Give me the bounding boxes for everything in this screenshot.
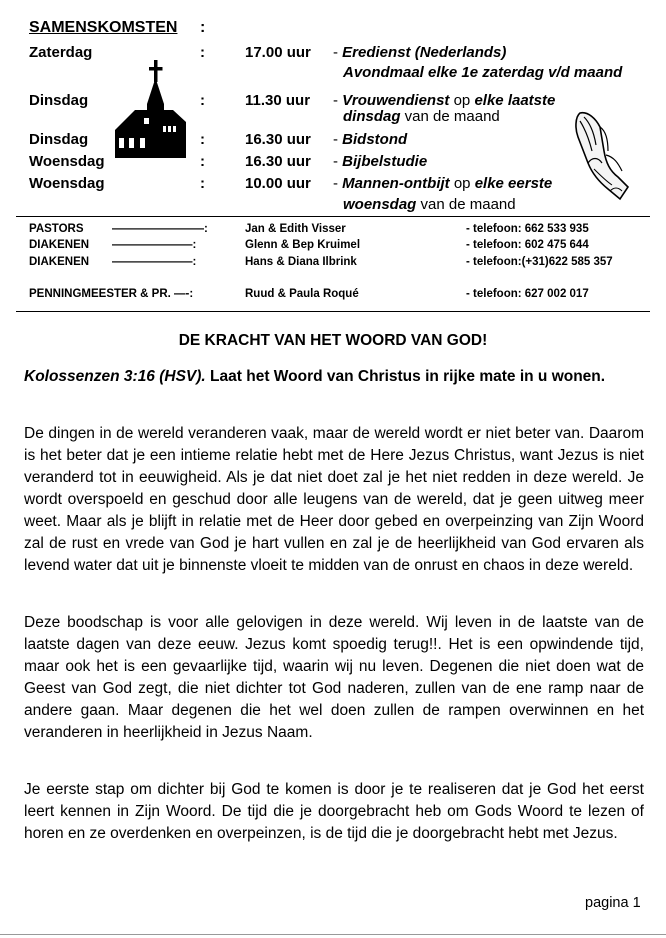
divider <box>16 216 650 217</box>
divider <box>16 311 650 312</box>
contact-names: Hans & Diana Ilbrink <box>245 256 357 268</box>
schedule-event: - Bidstond <box>333 131 408 148</box>
schedule-day: Woensdag <box>29 153 105 170</box>
schedule-freq: woensdag van de maand <box>343 196 516 213</box>
contact-phone: - telefoon: 662 533 935 <box>466 223 589 235</box>
schedule-time: 16.30 uur <box>245 131 311 148</box>
verse-reference: Kolossenzen 3:16 (HSV). <box>24 368 206 385</box>
schedule-day: Woensdag <box>29 175 105 192</box>
schedule-day: Zaterdag <box>29 44 93 61</box>
church-icon <box>113 60 188 158</box>
page-bottom-edge <box>0 934 666 935</box>
schedule-time: 10.00 uur <box>245 175 311 192</box>
contact-line: ————————: <box>112 223 208 235</box>
schedule-time: 11.30 uur <box>245 92 311 109</box>
contact-role: PASTORS <box>29 223 84 235</box>
schedule-colon: : <box>200 153 205 170</box>
contact-role: DIAKENEN <box>29 239 90 251</box>
schedule-event: - Eredienst (Nederlands) <box>333 44 507 61</box>
article-paragraph: Je eerste stap om dichter bij God te komen is door je te realiseren dat je God het eerst leert kennen in Zijn Woord. De tijd die je doorgebracht heb om Gods Woord te lezen of horen en ze overdenken en overpeinzen, is de tijd die je doorgebracht hebt met Jezus. <box>24 781 644 842</box>
contact-phone: - telefoon:(+31)622 585 357 <box>466 256 613 268</box>
schedule-title-colon: : <box>200 19 206 36</box>
schedule-time: 16.30 uur <box>245 153 311 170</box>
contact-names: Glenn & Bep Kruimel <box>245 239 361 251</box>
contact-phone: - telefoon: 602 475 644 <box>466 239 589 251</box>
contact-role: DIAKENEN <box>29 256 90 268</box>
article-paragraph: Deze boodschap is voor alle gelovigen in deze wereld. Wij leven in de laatste van de laatste dagen van deze eeuw. Jezus komt spoedig terug!!. Het is een opwindende tijd, maar ook het is een gevaarlijke tijd, waarin wij nu leven. Degenen die niet doen wat de Geest van God zegt, die niet dichter tot God naderen, zullen van de ene ramp naar de andere gaan. Maar degenen die het wel doen zullen de rampen overwinnen en het veranderen in heerlijkheid in Jezus Naam. <box>24 614 644 741</box>
schedule-colon: : <box>200 44 205 61</box>
schedule-event: - Vrouwendienst op elke laatste <box>333 92 556 109</box>
schedule-note: Avondmaal elke 1e zaterdag v/d maand <box>343 64 623 81</box>
contact-names: Ruud & Paula Roqué <box>245 288 359 300</box>
contact-names: Jan & Edith Visser <box>245 223 346 235</box>
contact-line: ———————: <box>112 256 197 268</box>
schedule-colon: : <box>200 92 205 109</box>
schedule-freq: dinsdag van de maand <box>343 108 500 125</box>
contact-line: ———————: <box>112 239 197 251</box>
schedule-colon: : <box>200 175 205 192</box>
schedule-title: SAMENSKOMSTEN <box>29 19 178 36</box>
schedule-time: 17.00 uur <box>245 44 311 61</box>
schedule-event: - Bijbelstudie <box>333 153 428 170</box>
schedule-day: Dinsdag <box>29 92 89 109</box>
schedule-day: Dinsdag <box>29 131 89 148</box>
bible-verse <box>24 366 644 388</box>
contact-phone: - telefoon: 627 002 017 <box>466 288 589 300</box>
schedule-colon: : <box>200 131 205 148</box>
schedule-event: - Mannen-ontbijt op elke eerste <box>333 175 553 192</box>
article-title: DE KRACHT VAN HET WOORD VAN GOD! <box>178 332 488 349</box>
article-paragraph: De dingen in de wereld veranderen vaak, maar de wereld wordt er niet beter van. Daarom is het beter dat je een intieme relatie hebt met de Here Jezus Christus, want Jezus is niet veranderd tot in eeuwigheid. Als je dat niet doet zal je het niet redden in deze wereld. Je wordt overspoeld en geschud door alle leugens van de wereld, dat je geen uitweg meer weet. Maar als je blijft in relatie met de Heer door gebed en overpeinzing van Zijn Woord zal de rust en vrede van God je hart vullen en zal je de heerlijkheid van God ervaren als levend water dat uit je binnenste vloeit te midden van de onrust en chaos in deze wereld. <box>24 425 644 574</box>
praying-hands-icon <box>570 107 632 202</box>
contact-role: PENNINGMEESTER & PR. —-: <box>29 288 194 300</box>
page-number: pagina 1 <box>585 895 641 911</box>
verse-text: Laat het Woord van Christus in rijke mate in u wonen. <box>205 368 606 385</box>
